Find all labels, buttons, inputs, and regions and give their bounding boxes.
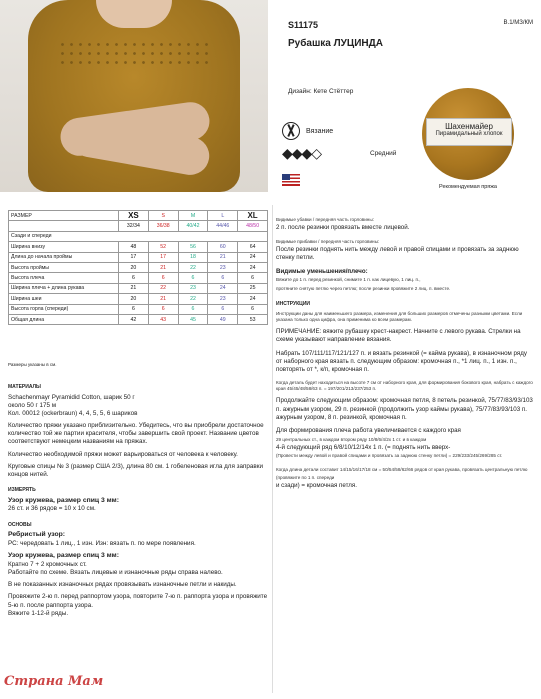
materials-yarn: Schachenmayr Pyramidid Cotton, шарик 50 г xyxy=(8,393,135,401)
shoulder-shaping-3: 4-й следующий ряд 6/8/10/12/14х 1 п. (= поднять нить вверх- xyxy=(276,443,451,451)
instructions-note: ПРИМЕЧАНИЕ: вяжите рубашку крест-накрест. Начните с левого рукава. Стрелки на схеме указывают направление вязания. xyxy=(276,328,521,344)
size-table xyxy=(8,210,268,325)
size-cell: 52 xyxy=(148,242,178,252)
instructions-step: Набрать 107/111/117/121/127 п. и вязать резинкой (= кайма рукава), в изнаночном ряду от наборного края вязать п. следующим образом: кромочная п., *1 лиц. п., 1 изн. п., повторять от *, к/п, кромочная п. xyxy=(276,349,527,374)
level-row xyxy=(282,145,321,162)
size-cell: 6 xyxy=(148,304,178,314)
gauge-title: Узор кружева, размер спиц 3 мм: xyxy=(8,496,119,504)
table-group-label: Сзади и спереди xyxy=(9,231,268,241)
materials-note: Количество пряжи указано приблизительно. Убедитесь, что вы приобрели достаточное количество той же партии красителя, чтобы завершить свой проект. Название цветов соответствуют немецким названиям на пряжах. xyxy=(8,422,264,446)
level-label: Средний xyxy=(370,150,397,157)
row-label: Общая длина xyxy=(9,314,119,324)
shoulder-desc-2: протяните снятую петлю через петлю; после резинки провяжите 2 лиц. п. вместе. xyxy=(276,285,451,291)
size-cell: 20 xyxy=(119,294,149,304)
size-cell: 21 xyxy=(148,294,178,304)
rib-title: Ребристый узор: xyxy=(8,531,66,539)
page-title: Рубашка ЛУЦИНДА xyxy=(288,38,383,49)
size-cell: 6 xyxy=(238,304,268,314)
materials-weight: около 50 г 175 м xyxy=(8,401,57,409)
size-range: 44/46 xyxy=(208,221,238,231)
row-label: Высота горла (спереди) xyxy=(9,304,119,314)
rib-desc: РС: чередовать 1 лиц., 1 изн. Изн: вязать п. по мере появления. xyxy=(8,539,196,547)
table-row xyxy=(9,294,268,304)
lace-multiple: Кратно 7 + 2 кромочных ст. xyxy=(8,560,87,568)
size-cell: 60 xyxy=(208,242,238,252)
size-cell: 6 xyxy=(178,304,208,314)
instructions-intro: Инструкции даны для наименьшего размера, изменения для больших размеров отмечены разными цветами. Если указана только одна цифра, она применима ко всем размерам. xyxy=(276,310,523,322)
size-header: XS xyxy=(119,211,149,221)
shoulder-text xyxy=(276,268,534,293)
size-header: XL xyxy=(238,211,268,221)
instructions-step: Продолжайте следующим образом: кромочная петля, 8 петель резинкой, 75/77/83/93/103 п. ажурным узором, 29 п. резинкой (продолжить узор каймы рукава), 75/77/83/93/103 п. ажурным узором, 8 п. резинкой, кромочная п. xyxy=(276,397,533,421)
size-cell: 43 xyxy=(148,314,178,324)
size-header: L xyxy=(208,211,238,221)
right-column xyxy=(276,216,534,496)
size-cell: 53 xyxy=(238,314,268,324)
sku-label: S11175 xyxy=(288,20,319,30)
size-cell: 22 xyxy=(178,294,208,304)
table-row xyxy=(9,262,268,272)
increase-title: Видимые прибавки / передняя часть горловины: xyxy=(276,238,380,244)
gauge-value: 26 ст. и 36 рядов = 10 х 10 см. xyxy=(8,505,96,513)
difficulty-diamonds-icon: ◆◆◆◇ xyxy=(282,145,322,161)
sizes-note: Размеры указаны в см. xyxy=(8,362,57,367)
shoulder-desc: Вяжите до 1 п. перед резинкой, снимите 1 п. как лицевую, 1 лиц. п., xyxy=(276,277,421,283)
lace-yoke-image xyxy=(58,40,208,66)
row-label: Ширина плеча + длина рукава xyxy=(9,283,119,293)
us-flag-icon xyxy=(282,174,300,186)
decrease-text xyxy=(276,216,534,233)
row-label: Ширина внизу xyxy=(9,242,119,252)
table-row xyxy=(9,231,268,241)
table-row xyxy=(9,221,268,231)
row-label: Длина до начала проймы xyxy=(9,252,119,262)
row-label: Ширина шеи xyxy=(9,294,119,304)
lace-title: Узор кружева, размер спиц 3 мм: xyxy=(8,552,119,560)
column-divider xyxy=(272,205,273,693)
technique-label: Вязание xyxy=(306,127,334,135)
yarn-image xyxy=(422,88,514,196)
size-cell: 21 xyxy=(208,252,238,262)
table-row xyxy=(9,314,268,324)
technique-row xyxy=(282,122,333,140)
size-cell: 56 xyxy=(178,242,208,252)
materials-heading: МАТЕРИАЛЫ xyxy=(8,384,41,390)
shoulder-shaping-2: 29 центральных ст., в каждом втором ряду 10/8/6/4/2х 1 ст. и в каждом xyxy=(276,436,427,442)
designer-label: Дизайн: Кете Стёттер xyxy=(288,88,354,95)
size-cell: 49 xyxy=(208,314,238,324)
materials-text xyxy=(8,394,270,419)
table-row xyxy=(9,252,268,262)
decrease-desc: 2 п. после резинки провязать вместе лицевой. xyxy=(276,224,410,232)
shoulder-title: Видимые уменьшения/плечо: xyxy=(276,267,368,275)
size-cell: 22 xyxy=(178,262,208,272)
yarn-band-subtitle: Пирамидальный хлопок xyxy=(435,131,503,137)
yarn-caption: Рекомендуемая пряжа xyxy=(439,184,497,190)
shoulder-shaping-4: (Провести между левой и правой спицами и провязать за заднюю стенку петли) = 229/233/245/269/285 ст. xyxy=(276,453,503,459)
size-cell: 23 xyxy=(208,294,238,304)
size-header: S xyxy=(148,211,178,221)
table-row xyxy=(9,283,268,293)
row-label: Высота проймы xyxy=(9,262,119,272)
basics-heading: ОСНОВЫ xyxy=(8,521,32,528)
model-photo xyxy=(0,0,268,192)
measure-heading: ИЗМЕРЯТЬ xyxy=(8,487,36,494)
table-header-label: РАЗМЕР xyxy=(9,211,119,221)
lace-desc: В не показанных изнаночных рядах провязывать изнаночные петли и накиды. xyxy=(8,581,237,589)
size-cell: 17 xyxy=(148,252,178,262)
knitting-needles-icon xyxy=(282,122,300,140)
size-cell: 6 xyxy=(178,273,208,283)
lace-rows: Вяжите 1-12-й ряды. xyxy=(8,609,69,617)
size-cell: 24 xyxy=(238,294,268,304)
size-cell: 18 xyxy=(178,252,208,262)
lace-text xyxy=(8,552,270,577)
instructions-step xyxy=(276,466,534,491)
materials-needles: Круговые спицы № 3 (размер США 2/3), длина 80 см. 1 гобеленовая игла для заправки концов нитей. xyxy=(8,462,264,478)
length-step-2: и сзади) = кромочная петля. xyxy=(276,482,357,490)
size-cell: 21 xyxy=(119,283,149,293)
size-cell: 23 xyxy=(208,262,238,272)
size-cell: 6 xyxy=(148,273,178,283)
increase-desc: После резинки поднять нить между левой и правой спицами и провязать за заднюю стенку петли. xyxy=(276,246,519,262)
instructions-heading: ИНСТРУКЦИИ xyxy=(276,300,311,307)
decrease-title: Видимые убавки / передняя часть горловины: xyxy=(276,217,374,222)
size-cell: 45 xyxy=(178,314,208,324)
size-range: 40/42 xyxy=(178,221,208,231)
rib-text xyxy=(8,531,270,548)
gauge-text xyxy=(8,497,270,514)
size-cell: 6 xyxy=(238,273,268,283)
shoulder-shaping: Для формирования плеча работа увеличивается с каждого края xyxy=(276,427,461,435)
table-row xyxy=(9,304,268,314)
materials-color: Кол. 00012 (ockerbraun) 4, 4, 5, 5, 6 шариков xyxy=(8,409,138,417)
size-range: 48/50 xyxy=(238,221,268,231)
lace-repeat: Провяжите 2-ю п. перед раппортом узора, повторите 7-ю п. раппорта узора и провяжите 5-ю п. после раппорта узора. xyxy=(8,593,268,609)
size-cell: 25 xyxy=(238,283,268,293)
lace-desc xyxy=(8,593,270,618)
materials-note: Количество необходимой пряжи может варьироваться от человека к человеку. xyxy=(8,450,238,458)
size-range: 36/38 xyxy=(148,221,178,231)
yarn-band xyxy=(426,118,512,146)
increase-text xyxy=(276,238,534,263)
size-cell: 22 xyxy=(148,283,178,293)
size-cell: 6 xyxy=(208,273,238,283)
lace-desc: Работайте по схеме. Вязать лицевые и изнаночные ряды справа налево. xyxy=(8,569,223,577)
table-row xyxy=(9,242,268,252)
flag-row xyxy=(282,174,300,186)
row-label: Высота плеча xyxy=(9,273,119,283)
left-column xyxy=(8,376,270,622)
size-cell: 48 xyxy=(119,242,149,252)
size-cell: 20 xyxy=(119,262,149,272)
size-range: 32/34 xyxy=(119,221,149,231)
table-row xyxy=(9,273,268,283)
length-step: Когда длина детали составит 14/15/16/17/18 см = 50/54/58/62/66 рядов от края рукава, провязать центральную петлю (провяжите по 1 п. спереди xyxy=(276,466,528,481)
size-cell: 24 xyxy=(208,283,238,293)
size-cell: 21 xyxy=(148,262,178,272)
size-header: M xyxy=(178,211,208,221)
table-header-row xyxy=(9,211,268,221)
yarn-band-title: Шахенмайер xyxy=(445,122,493,131)
size-rows xyxy=(9,242,268,325)
size-cell: 6 xyxy=(119,273,149,283)
instructions-step: Когда деталь будет находиться на высоте 7 см от наборного края, для формирования бокового края, набрать с каждого края 45/45/48/58/63 п. = 197/201/213/237/253 п. xyxy=(276,379,533,391)
instructions-step xyxy=(276,427,534,460)
size-cell: 24 xyxy=(238,252,268,262)
size-cell: 23 xyxy=(178,283,208,293)
size-cell: 24 xyxy=(238,262,268,272)
size-cell: 64 xyxy=(238,242,268,252)
size-cell: 42 xyxy=(119,314,149,324)
size-cell: 17 xyxy=(119,252,149,262)
size-cell: 6 xyxy=(119,304,149,314)
size-cell: 6 xyxy=(208,304,238,314)
code-label: В.1/МЗ/КМ xyxy=(503,20,533,26)
site-watermark: Страна Мам xyxy=(4,674,104,689)
